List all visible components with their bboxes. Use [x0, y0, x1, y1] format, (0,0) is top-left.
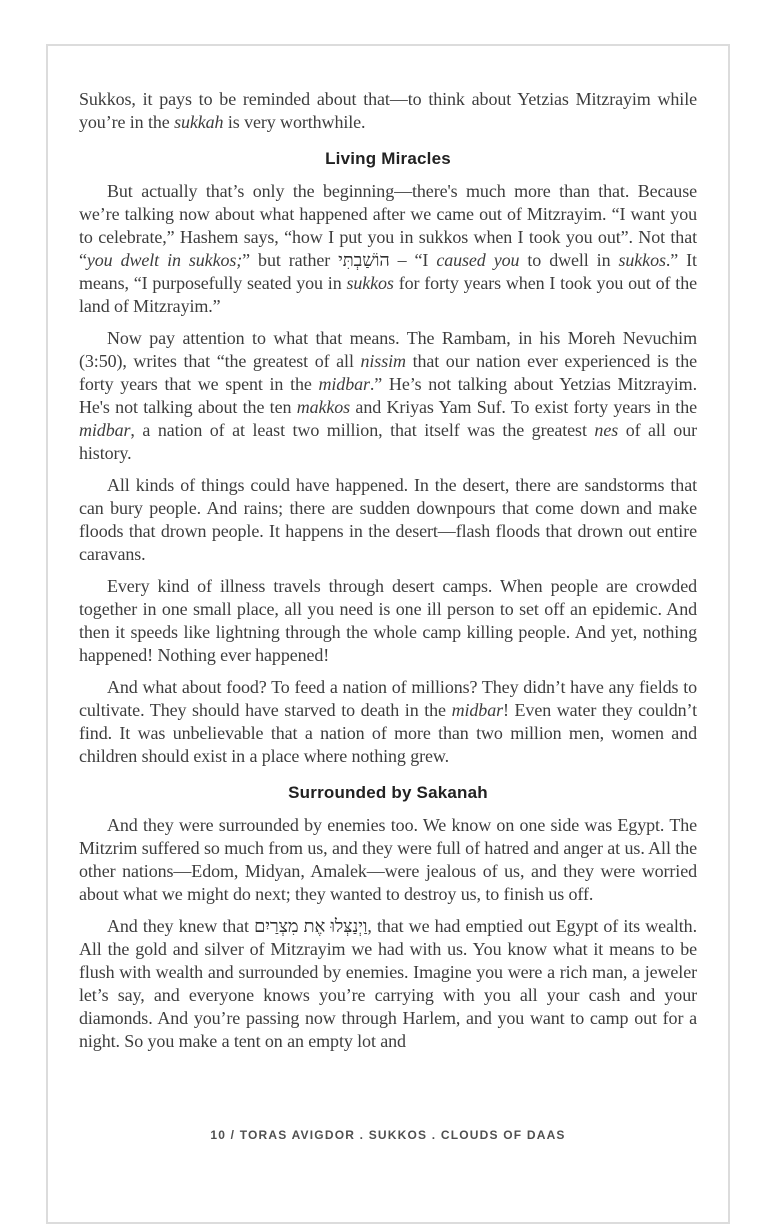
text-run: And what about food? To feed a nation of millions? They didn’t have any fields to cultivate. They should have starved to death in the: [79, 677, 697, 720]
text-run: caused you: [436, 250, 520, 270]
text-run: – “I: [389, 250, 437, 270]
paragraph: [79, 915, 697, 1053]
text-run: .” It means, “I purposefully seated you in: [79, 250, 697, 293]
text-run: for forty years when I took you out of the land of Mitzrayim.”: [79, 273, 697, 316]
paragraph: [79, 814, 697, 906]
text-run: sukkah: [174, 112, 224, 132]
hebrew-text: הוֹשַׁבְתִּי: [338, 250, 390, 270]
hebrew-text: וַיְנַצְּלוּ אֶת מִצְרַיִם: [254, 916, 368, 936]
text-run: nes: [594, 420, 619, 440]
section-heading: [79, 782, 697, 804]
footer-text: 10 / TORAS AVIGDOR . SUKKOS . CLOUDS OF DAAS: [210, 1128, 566, 1142]
text-run: sukkos: [346, 273, 394, 293]
text-run: midbar: [79, 420, 131, 440]
paragraph: [79, 676, 697, 768]
text-run: makkos: [296, 397, 351, 417]
text-run: nissim: [360, 351, 406, 371]
document-page: [46, 44, 730, 1224]
paragraph: [79, 88, 697, 134]
paragraph: [79, 474, 697, 566]
text-run: is very worthwhile.: [223, 112, 366, 132]
text-run: that our nation ever experienced is the forty years that we spent in the: [79, 351, 697, 394]
section-heading: [79, 148, 697, 170]
paragraph: [79, 327, 697, 465]
text-run: And they knew that: [107, 916, 255, 936]
paragraph: [79, 180, 697, 318]
text-run: Living Miracles: [325, 149, 451, 168]
text-run: ! Even water they couldn’t find. It was unbelievable that a nation of more than two million men, women and children should exist in a place where nothing grew.: [79, 700, 697, 766]
text-run: , a nation of at least two million, that itself was the greatest: [130, 420, 595, 440]
text-run: midbar: [318, 374, 370, 394]
text-run: sukkos: [618, 250, 666, 270]
text-run: , that we had emptied out Egypt of its wealth. All the gold and silver of Mitzrayim we had with us. You know what it means to be flush with wealth and surrounded by enemies. Imagine you were a rich man, a jeweler let’s say, and everyone knows you’re carrying with you all your cash and your diamonds. And you’re passing now through Harlem, and you want to camp out for a night. So you make a tent on an empty lot and: [79, 916, 697, 1051]
text-run: you dwelt in sukkos;: [86, 250, 243, 270]
paragraph: [79, 575, 697, 667]
text-run: midbar: [451, 700, 503, 720]
text-run: and Kriyas Yam Suf. To exist forty years in the: [350, 397, 697, 417]
text-run: ” but rather: [242, 250, 339, 270]
text-column: [79, 88, 697, 1062]
text-run: All kinds of things could have happened. In the desert, there are sandstorms that can bury people. And rains; there are sudden downpours that come down and make floods that drown people. It happens in the desert—flash floods that drown out entire caravans.: [79, 475, 697, 564]
text-run: Every kind of illness travels through desert camps. When people are crowded together in one small place, all you need is one ill person to set off an epidemic. And then it speeds like lightning through the whole camp killing people. And yet, nothing happened! Nothing ever happened!: [79, 576, 697, 665]
text-run: But actually that’s only the beginning—there's much more than that. Because we’re talking now about what happened after we came out of Mitzrayim. “I want you to celebrate,” Hashem says, “how I put you in sukkos when I took you out”. Not that “: [79, 181, 697, 270]
text-run: Sukkos, it pays to be reminded about that—to think about Yetzias Mitzrayim while you’re in the: [79, 89, 697, 132]
text-run: to dwell in: [519, 250, 619, 270]
text-run: And they were surrounded by enemies too. We know on one side was Egypt. The Mitzrim suffered so much from us, and they were full of hatred and anger at us. All the other nations—Edom, Midyan, Amalek—were jealous of us, and they were worried about what we might do next; they wanted to destroy us, to finish us off.: [79, 815, 697, 904]
text-run: Now pay attention to what that means. The Rambam, in his Moreh Nevuchim (3:50), writes that “the greatest of all: [79, 328, 697, 371]
text-run: of all our history.: [79, 420, 697, 463]
text-run: Surrounded by Sakanah: [288, 783, 488, 802]
page-footer: [48, 1128, 728, 1142]
text-run: .” He’s not talking about Yetzias Mitzrayim. He's not talking about the ten: [79, 374, 697, 417]
